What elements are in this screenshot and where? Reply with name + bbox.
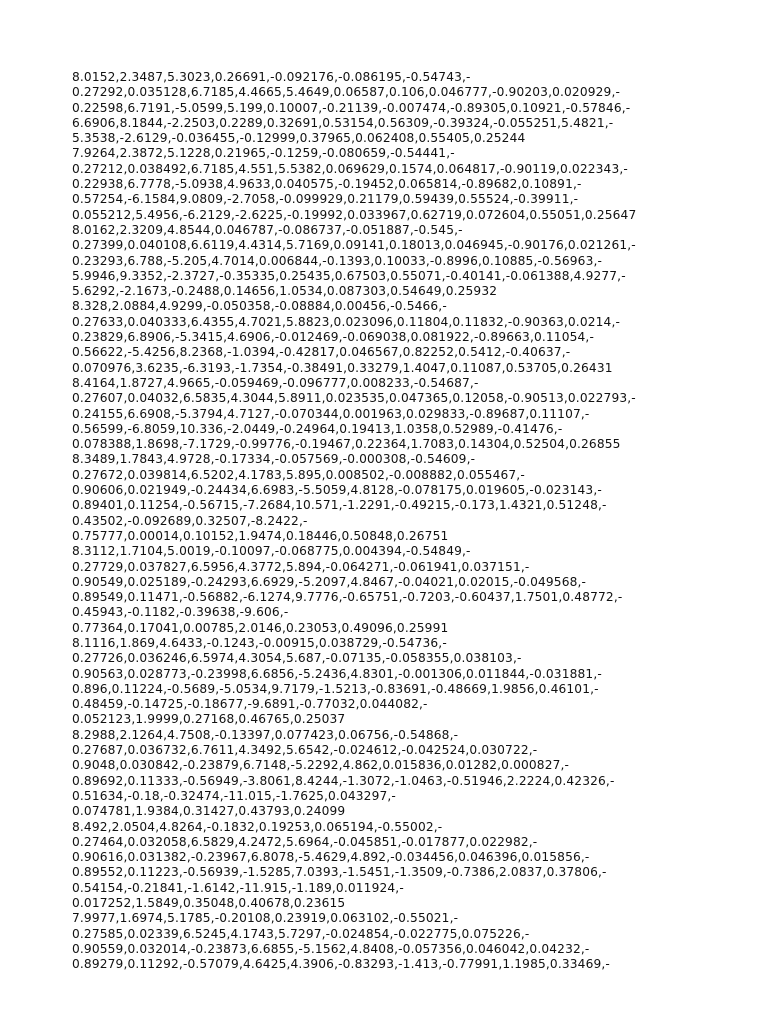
text-line: 0.055212,5.4956,-6.2129,-2.6225,-0.19992,0.033967,0.62719,0.072604,0.55051,0.25647 [72, 207, 637, 222]
text-line: 0.89279,0.11292,-0.57079,4.6425,4.3906,-0.83293,-1.413,-0.77991,1.1985,0.33469,- [72, 957, 610, 972]
text-line: 6.6906,8.1844,-2.2503,0.2289,0.32691,0.53154,0.56309,-0.39324,-0.055251,5.4821,- [72, 115, 614, 130]
text-line: 8.3489,1.7843,4.9728,-0.17334,-0.057569,-0.000308,-0.54609,- [72, 452, 476, 467]
text-line: 0.074781,1.9384,0.31427,0.43793,0.24099 [72, 804, 346, 819]
text-line: 0.896,0.11224,-0.5689,-5.0534,9.7179,-1.5213,-0.83691,-0.48669,1.9856,0.46101,- [72, 681, 599, 696]
text-line: 0.27672,0.039814,6.5202,4.1783,5.895,0.008502,-0.008882,0.055467,- [72, 467, 525, 482]
text-line: 0.90606,0.021949,-0.24434,6.6983,-5.5059,4.8128,-0.078175,0.019605,-0.023143,- [72, 483, 602, 498]
text-line: 0.078388,1.8698,-7.1729,-0.99776,-0.19467,0.22364,1.7083,0.14304,0.52504,0.26855 [72, 437, 621, 452]
text-line: 0.22598,6.7191,-5.0599,5.199,0.10007,-0.21139,-0.007474,-0.89305,0.10921,-0.57846,- [72, 100, 631, 115]
text-line: 0.27464,0.032058,6.5829,4.2472,5.6964,-0.045851,-0.017877,0.022982,- [72, 834, 538, 849]
text-line: 5.3538,-2.6129,-0.036455,-0.12999,0.37965,0.062408,0.55405,0.25244 [72, 131, 526, 146]
document-page [72, 70, 732, 973]
text-line: 0.9048,0.030842,-0.23879,6.7148,-5.2292,4.862,0.015836,0.01282,0.000827,- [72, 758, 570, 773]
text-line: 7.9264,2.3872,5.1228,0.21965,-0.1259,-0.080659,-0.54441,- [72, 146, 455, 161]
text-line: 8.328,2.0884,4.9299,-0.050358,-0.08884,0.00456,-0.5466,- [72, 299, 447, 314]
text-line: 5.9946,9.3352,-2.3727,-0.35335,0.25435,0.67503,0.55071,-0.40141,-0.061388,4.9277,- [72, 268, 626, 283]
text-line: 0.27399,0.040108,6.6119,4.4314,5.7169,0.09141,0.18013,0.046945,-0.90176,0.021261,- [72, 238, 636, 253]
text-line: 0.070976,3.6235,-6.3193,-1.7354,-0.38491,0.33279,1.4047,0.11087,0.53705,0.26431 [72, 360, 613, 375]
text-line: 0.27687,0.036732,6.7611,4.3492,5.6542,-0.024612,-0.042524,0.030722,- [72, 743, 538, 758]
text-line: 0.57254,-6.1584,9.0809,-2.7058,-0.099929,0.21179,0.59439,0.55524,-0.39911,- [72, 192, 579, 207]
text-line: 8.492,2.0504,4.8264,-0.1832,0.19253,0.065194,-0.55002,- [72, 819, 443, 834]
text-line: 0.23829,6.8906,-5.3415,4.6906,-0.012469,-0.069038,0.081922,-0.89663,0.11054,- [72, 330, 594, 345]
text-line: 0.43502,-0.092689,0.32507,-8.2422,- [72, 513, 308, 528]
text-line: 0.27729,0.037827,6.5956,4.3772,5.894,-0.064271,-0.061941,0.037151,- [72, 559, 530, 574]
text-line: 0.90616,0.031382,-0.23967,6.8078,-5.4629,4.892,-0.034456,0.046396,0.015856,- [72, 850, 590, 865]
text-line: 0.017252,1.5849,0.35048,0.40678,0.23615 [72, 896, 346, 911]
text-line: 8.2988,2.1264,4.7508,-0.13397,0.077423,0.06756,-0.54868,- [72, 727, 459, 742]
text-line: 0.77364,0.17041,0.00785,2.0146,0.23053,0.49096,0.25991 [72, 620, 449, 635]
text-line: 8.0162,2.3209,4.8544,0.046787,-0.086737,-0.051887,-0.545,- [72, 222, 463, 237]
text-line: 8.3112,1.7104,5.0019,-0.10097,-0.068775,0.004394,-0.54849,- [72, 544, 471, 559]
text-line: 5.6292,-2.1673,-0.2488,0.14656,1.0534,0.087303,0.54649,0.25932 [72, 284, 498, 299]
text-line: 8.1116,1.869,4.6433,-0.1243,-0.00915,0.038729,-0.54736,- [72, 635, 447, 650]
text-line: 0.24155,6.6908,-5.3794,4.7127,-0.070344,0.001963,0.029833,-0.89687,0.11107,- [72, 406, 590, 421]
text-line: 0.27212,0.038492,6.7185,4.551,5.5382,0.069629,0.1574,0.064817,-0.90119,0.022343,- [72, 161, 628, 176]
text-line: 0.89552,0.11223,-0.56939,-1.5285,7.0393,-1.5451,-1.3509,-0.7386,2.0837,0.37806,- [72, 865, 607, 880]
text-line: 0.48459,-0.14725,-0.18677,-9.6891,-0.77032,0.044082,- [72, 697, 428, 712]
text-line: 0.052123,1.9999,0.27168,0.46765,0.25037 [72, 712, 346, 727]
text-line: 0.45943,-0.1182,-0.39638,-9.606,- [72, 605, 289, 620]
text-line: 0.27292,0.035128,6.7185,4.4665,5.4649,0.06587,0.106,0.046777,-0.90203,0.020929,- [72, 85, 621, 100]
text-line: 0.90563,0.028773,-0.23998,6.6856,-5.2436,4.8301,-0.001306,0.011844,-0.031881,- [72, 666, 602, 681]
text-line: 0.89692,0.11333,-0.56949,-3.8061,8.4244,-1.3072,-1.0463,-0.51946,2.2224,0.42326,- [72, 773, 615, 788]
text-line: 0.27585,0.02339,6.5245,4.1743,5.7297,-0.024854,-0.022775,0.075226,- [72, 926, 530, 941]
text-line: 8.0152,2.3487,5.3023,0.26691,-0.092176,-0.086195,-0.54743,- [72, 70, 471, 84]
text-line: 0.90559,0.032014,-0.23873,6.6855,-5.1562,4.8408,-0.057356,0.046042,0.04232,- [72, 941, 590, 956]
text-line: 0.56622,-5.4256,8.2368,-1.0394,-0.42817,0.046567,0.82252,0.5412,-0.40637,- [72, 345, 571, 360]
text-line: 0.23293,6.788,-5.205,4.7014,0.006844,-0.1393,0.10033,-0.8996,0.10885,-0.56963,- [72, 253, 603, 268]
text-line: 0.56599,-6.8059,10.336,-2.0449,-0.24964,0.19413,1.0358,0.52989,-0.41476,- [72, 421, 563, 436]
text-line: 0.89549,0.11471,-0.56882,-6.1274,9.7776,-0.65751,-0.7203,-0.60437,1.7501,0.48772,- [72, 590, 623, 605]
text-line: 0.54154,-0.21841,-1.6142,-11.915,-1.189,0.011924,- [72, 880, 404, 895]
text-line: 8.4164,1.8727,4.9665,-0.059469,-0.096777,0.008233,-0.54687,- [72, 375, 479, 390]
text-line: 0.27607,0.04032,6.5835,4.3044,5.8911,0.023535,0.047365,0.12058,-0.90513,0.022793,- [72, 391, 636, 406]
text-line: 7.9977,1.6974,5.1785,-0.20108,0.23919,0.063102,-0.55021,- [72, 911, 459, 926]
text-line: 0.90549,0.025189,-0.24293,6.6929,-5.2097,4.8467,-0.04021,0.02015,-0.049568,- [72, 574, 587, 589]
text-line: 0.51634,-0.18,-0.32474,-11.015,-1.7625,0.043297,- [72, 788, 396, 803]
text-line: 0.27726,0.036246,6.5974,4.3054,5.687,-0.07135,-0.058355,0.038103,- [72, 651, 522, 666]
text-line: 0.27633,0.040333,6.4355,4.7021,5.8823,0.023096,0.11804,0.11832,-0.90363,0.0214,- [72, 314, 621, 329]
text-line: 0.89401,0.11254,-0.56715,-7.2684,10.571,-1.2291,-0.49215,-0.173,1.4321,0.51248,- [72, 498, 607, 513]
text-line: 0.22938,6.7778,-5.0938,4.9633,0.040575,-0.19452,0.065814,-0.89682,0.10891,- [72, 177, 582, 192]
text-line: 0.75777,0.00014,0.10152,1.9474,0.18446,0.50848,0.26751 [72, 528, 449, 543]
